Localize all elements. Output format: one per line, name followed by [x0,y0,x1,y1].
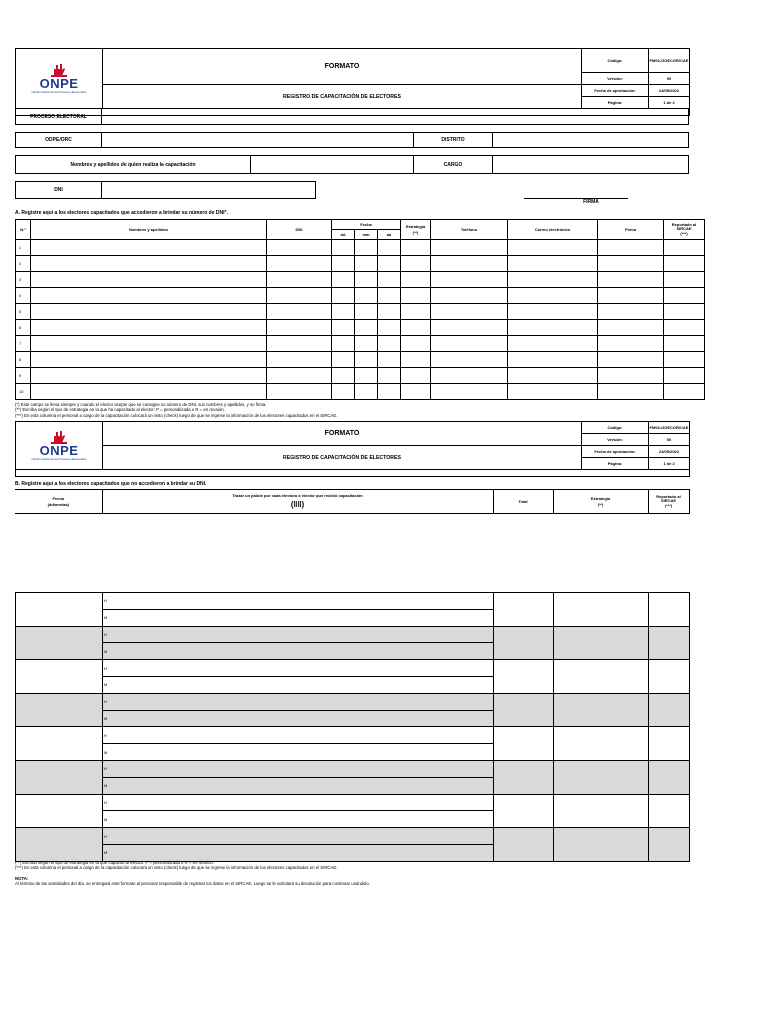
table-cell[interactable] [431,256,508,272]
table-cell[interactable] [355,352,378,368]
table-row [16,794,690,811]
table-cell[interactable] [508,320,598,336]
table-row [16,304,705,320]
header-block-2 [15,421,690,477]
fecha-aprobacion-value-2: 24/05/2022 [649,446,690,458]
table-b [15,592,690,862]
nota-text: Al término de las actividades del día, se entregará este formato al personal responsable de registrar los datos en el SIRCAE. Luego se le solicitará su devolución para continuar usándolo. [15,881,370,887]
table-cell[interactable] [401,336,431,352]
col-b-total: Total [493,490,553,514]
logo-text: ONPE [39,76,79,91]
palote-h-cell[interactable] [103,660,494,677]
table-cell[interactable] [664,352,705,368]
m-label: M [104,749,108,755]
row-number: 9 [16,368,31,384]
table-cell[interactable] [431,368,508,384]
codigo-value-2: FM03-GOECOR/CAE [649,422,690,434]
table-a [15,219,705,400]
m-label: M [104,816,108,822]
codigo-label: Código: [582,49,649,73]
table-cell[interactable] [355,384,378,400]
section-b-title: B. Registre aquí a los electores capacitados que no accedieron a brindar su DNI. [15,481,207,487]
estrategia-cell[interactable] [554,794,649,828]
format-label-2: FORMATO [103,422,582,446]
fecha-cell[interactable] [16,794,103,828]
estrategia-cell[interactable] [554,760,649,794]
table-cell[interactable] [431,336,508,352]
reportado-cell[interactable] [649,593,690,627]
table-cell[interactable] [31,304,267,320]
table-cell[interactable] [598,320,664,336]
h-label: H [104,631,107,637]
format-label: FORMATO [103,49,582,85]
odpe-field[interactable] [101,132,414,148]
m-label: M [104,715,108,721]
distrito-label: DISTRITO [413,132,493,148]
proceso-electoral-field[interactable] [101,108,689,125]
table-cell[interactable] [664,368,705,384]
fecha-cell[interactable] [16,693,103,727]
table-cell[interactable] [31,352,267,368]
onpe-logo-2 [16,422,103,470]
palote-m-cell[interactable] [103,844,494,861]
table-cell[interactable] [267,272,332,288]
palote-m-cell[interactable] [103,811,494,828]
table-cell[interactable] [431,240,508,256]
table-row [16,727,690,744]
fecha-cell[interactable] [16,660,103,694]
version-label: Versión: [582,73,649,85]
table-cell[interactable] [401,352,431,368]
table-cell[interactable] [508,352,598,368]
table-cell[interactable] [378,336,401,352]
table-cell[interactable] [355,304,378,320]
fecha-cell[interactable] [16,760,103,794]
col-n: N.° [16,220,31,240]
col-dd: dd [332,230,355,240]
hand-vote-icon [48,63,70,77]
note-b-2: (***) En esta columna el personal a cargo de la capacitación colocará un visto (check) luego de que se ingrese la información de los electores capacitados en el SIRCAE. [15,865,338,871]
table-row [16,288,705,304]
table-cell[interactable] [401,272,431,288]
table-cell[interactable] [508,336,598,352]
m-label: M [104,648,108,654]
row-number: 4 [16,288,31,304]
table-cell[interactable] [31,368,267,384]
table-cell[interactable] [598,304,664,320]
table-cell[interactable] [332,288,355,304]
palote-h-cell[interactable] [103,626,494,643]
section-b-notes [15,860,370,887]
total-cell[interactable] [494,593,554,627]
col-firma: Firma [598,220,664,240]
table-row [16,240,705,256]
table-cell[interactable] [431,384,508,400]
note-a-2: (**) Escriba según el tipo de estrategia en la que ha capacitado al elector: P = personalizada o R = en reunión. [15,407,225,413]
table-cell[interactable] [598,256,664,272]
col-b-palote: Trazar un palote por cada electora o elector que recibió capacitación (ǁǁ) [102,490,493,514]
table-row [16,693,690,710]
table-cell[interactable] [31,288,267,304]
col-reportado: Reportado al SIRCAE (***) [664,220,705,240]
table-cell[interactable] [267,384,332,400]
table-cell[interactable] [664,272,705,288]
note-b-1: (**) Escriba según el tipo de estrategia en la que capacitó al elector: P = personalizada o R = en reunión. [15,860,215,865]
table-cell[interactable] [401,320,431,336]
pagina-value: 1 de 2 [649,97,690,109]
estrategia-cell[interactable] [554,727,649,761]
table-cell[interactable] [267,352,332,368]
reportado-cell[interactable] [649,626,690,660]
table-row [16,660,690,677]
pagina-label-2: Página: [582,458,649,470]
version-value: 00 [649,73,690,85]
estrategia-cell[interactable] [554,593,649,627]
table-cell[interactable] [31,320,267,336]
fecha-cell[interactable] [16,626,103,660]
table-cell[interactable] [355,272,378,288]
estrategia-cell[interactable] [554,660,649,694]
col-b-reportado: Reportado al SIRCAE (***) [648,490,689,514]
table-cell[interactable] [598,336,664,352]
table-cell[interactable] [598,288,664,304]
table-cell[interactable] [267,256,332,272]
table-cell[interactable] [378,256,401,272]
reportado-cell[interactable] [649,727,690,761]
table-cell[interactable] [31,384,267,400]
logo-subtext: Oficina Nacional de Procesos Electorales [31,457,87,461]
table-row [16,368,705,384]
estrategia-cell[interactable] [554,626,649,660]
table-cell[interactable] [267,336,332,352]
cargo-field[interactable] [492,155,689,174]
row-number: 1 [16,240,31,256]
table-row [16,352,705,368]
palote-h-cell[interactable] [103,593,494,610]
row-number: 8 [16,352,31,368]
table-cell[interactable] [508,384,598,400]
table-cell[interactable] [598,272,664,288]
row-number: 6 [16,320,31,336]
estrategia-cell[interactable] [554,828,649,862]
h-label: H [104,833,107,839]
m-label: M [104,615,108,621]
proceso-electoral-label: PROCESO ELECTORAL [15,108,102,125]
table-cell[interactable] [378,320,401,336]
table-cell[interactable] [508,288,598,304]
table-cell[interactable] [355,320,378,336]
nota-label: NOTA: [15,875,29,881]
table-row [16,384,705,400]
h-label: H [104,665,107,671]
table-cell[interactable] [378,304,401,320]
table-b-header [15,489,690,514]
table-cell[interactable] [332,352,355,368]
total-cell[interactable] [494,660,554,694]
table-row [16,828,690,845]
total-cell[interactable] [494,727,554,761]
table-cell[interactable] [355,240,378,256]
h-label: H [104,799,107,805]
capacitador-label: Nombres y apellidos de quien realiza la capacitación [15,155,251,174]
h-label: H [104,598,107,604]
table-cell[interactable] [355,288,378,304]
reportado-cell[interactable] [649,760,690,794]
table-cell[interactable] [401,240,431,256]
col-estrategia: Estrategia (**) [401,220,431,240]
doc-title: REGISTRO DE CAPACITACIÓN DE ELECTORES [103,85,582,109]
table-cell[interactable] [378,352,401,368]
h-label: H [104,732,107,738]
table-cell[interactable] [401,384,431,400]
table-cell[interactable] [401,256,431,272]
section-a-notes [15,402,337,418]
m-label: M [104,783,108,789]
table-cell[interactable] [378,384,401,400]
h-label: H [104,699,107,705]
total-cell[interactable] [494,626,554,660]
table-cell[interactable] [401,288,431,304]
table-cell[interactable] [401,368,431,384]
total-cell[interactable] [494,794,554,828]
cargo-label: CARGO [413,155,493,174]
dni-label: DNI [15,181,102,199]
table-cell[interactable] [378,288,401,304]
dni-field[interactable] [101,181,316,199]
col-nombres: Nombres y apellidos [31,220,267,240]
table-row [16,256,705,272]
version-label-2: Versión: [582,434,649,446]
palote-m-cell[interactable] [103,744,494,761]
doc-title-2: REGISTRO DE CAPACITACIÓN DE ELECTORES [103,446,582,470]
col-dni: DNI [267,220,332,240]
fecha-aprobacion-value: 24/05/2022 [649,85,690,97]
estrategia-cell[interactable] [554,693,649,727]
table-cell[interactable] [431,288,508,304]
col-b-fecha: Fecha (dd/mm/aa) [15,490,102,514]
col-aa: aa [378,230,401,240]
table-cell[interactable] [378,240,401,256]
table-cell[interactable] [267,320,332,336]
reportado-cell[interactable] [649,828,690,862]
palote-h-cell[interactable] [103,727,494,744]
palote-m-cell[interactable] [103,643,494,660]
total-cell[interactable] [494,828,554,862]
fecha-aprobacion-label: Fecha de aprobación: [582,85,649,97]
fecha-cell[interactable] [16,727,103,761]
palote-h-cell[interactable] [103,760,494,777]
table-cell[interactable] [401,304,431,320]
table-cell[interactable] [267,240,332,256]
palote-h-cell[interactable] [103,828,494,845]
col-mm: mm [355,230,378,240]
pagina-value-2: 1 de 2 [649,458,690,470]
table-cell[interactable] [664,320,705,336]
section-a-title: A. Registre aquí a los electores capacitados que accedieron a brindar su número de DNI*. [15,210,228,216]
reportado-cell[interactable] [649,660,690,694]
codigo-label-2: Código: [582,422,649,434]
onpe-logo [16,49,103,109]
fecha-cell[interactable] [16,593,103,627]
palote-m-cell[interactable] [103,609,494,626]
table-cell[interactable] [598,368,664,384]
table-cell[interactable] [31,272,267,288]
table-cell[interactable] [598,352,664,368]
palote-m-cell[interactable] [103,710,494,727]
palote-h-cell[interactable] [103,794,494,811]
note-a-1: (*) Este campo se llena siempre y cuando el elector acepte que se consigne su número de DNI, sus nombres y apellidos, y su firma. [15,402,267,407]
m-label: M [104,850,108,856]
fecha-aprobacion-label-2: Fecha de aprobación: [582,446,649,458]
table-cell[interactable] [332,256,355,272]
m-label: M [104,682,108,688]
pagina-label: Página: [582,97,649,109]
reportado-cell[interactable] [649,794,690,828]
table-cell[interactable] [332,272,355,288]
table-cell[interactable] [332,240,355,256]
table-cell[interactable] [431,352,508,368]
table-cell[interactable] [664,288,705,304]
row-number: 10 [16,384,31,400]
table-cell[interactable] [508,256,598,272]
table-cell[interactable] [332,304,355,320]
version-value-2: 00 [649,434,690,446]
palote-m-cell[interactable] [103,676,494,693]
table-cell[interactable] [378,368,401,384]
table-cell[interactable] [598,240,664,256]
hand-vote-icon [48,430,70,444]
fecha-cell[interactable] [16,828,103,862]
table-row [16,336,705,352]
table-cell[interactable] [267,304,332,320]
palote-m-cell[interactable] [103,777,494,794]
table-row [16,626,690,643]
palote-example: (ǁǁ) [290,500,305,509]
odpe-label: ODPE/ORC [15,132,102,148]
table-cell[interactable] [355,256,378,272]
col-telefono: Teléfono [431,220,508,240]
table-cell[interactable] [598,384,664,400]
row-number: 5 [16,304,31,320]
firma-label: FIRMA [583,199,599,205]
distrito-field[interactable] [492,132,689,148]
codigo-value: FM03-GOECOR/CAE [649,49,690,73]
table-cell[interactable] [332,384,355,400]
logo-subtext: Oficina Nacional de Procesos Electorales [31,90,87,94]
table-cell[interactable] [31,336,267,352]
col-correo: Correo electrónico [508,220,598,240]
reportado-cell[interactable] [649,693,690,727]
col-fecha: Fecha [332,220,401,230]
total-cell[interactable] [494,693,554,727]
table-cell[interactable] [31,256,267,272]
table-cell[interactable] [332,320,355,336]
capacitador-field[interactable] [250,155,414,174]
table-cell[interactable] [431,272,508,288]
table-cell[interactable] [508,272,598,288]
table-row [16,272,705,288]
table-cell[interactable] [332,336,355,352]
logo-text: ONPE [39,443,79,458]
h-label: H [104,766,107,772]
table-row [16,760,690,777]
row-number: 7 [16,336,31,352]
row-number: 2 [16,256,31,272]
table-cell[interactable] [355,336,378,352]
table-cell[interactable] [508,240,598,256]
table-cell[interactable] [378,272,401,288]
table-cell[interactable] [508,304,598,320]
table-cell[interactable] [332,368,355,384]
col-b-estrategia: Estrategia (**) [553,490,648,514]
table-cell[interactable] [664,336,705,352]
table-cell[interactable] [31,240,267,256]
header-block-1 [15,48,690,116]
palote-h-cell[interactable] [103,693,494,710]
table-cell[interactable] [664,240,705,256]
total-cell[interactable] [494,760,554,794]
table-cell[interactable] [508,368,598,384]
table-row [16,593,690,610]
note-a-3: (***) En esta columna el personal a cargo de la capacitación colocará un visto (check) luego de que se ingrese la información de los electores capacitados en el SIRCAE. [15,412,338,418]
table-cell[interactable] [267,288,332,304]
table-cell[interactable] [431,320,508,336]
row-number: 3 [16,272,31,288]
table-cell[interactable] [664,256,705,272]
table-cell[interactable] [431,304,508,320]
table-cell[interactable] [267,368,332,384]
table-row [16,320,705,336]
table-cell[interactable] [664,384,705,400]
table-cell[interactable] [355,368,378,384]
table-cell[interactable] [664,304,705,320]
